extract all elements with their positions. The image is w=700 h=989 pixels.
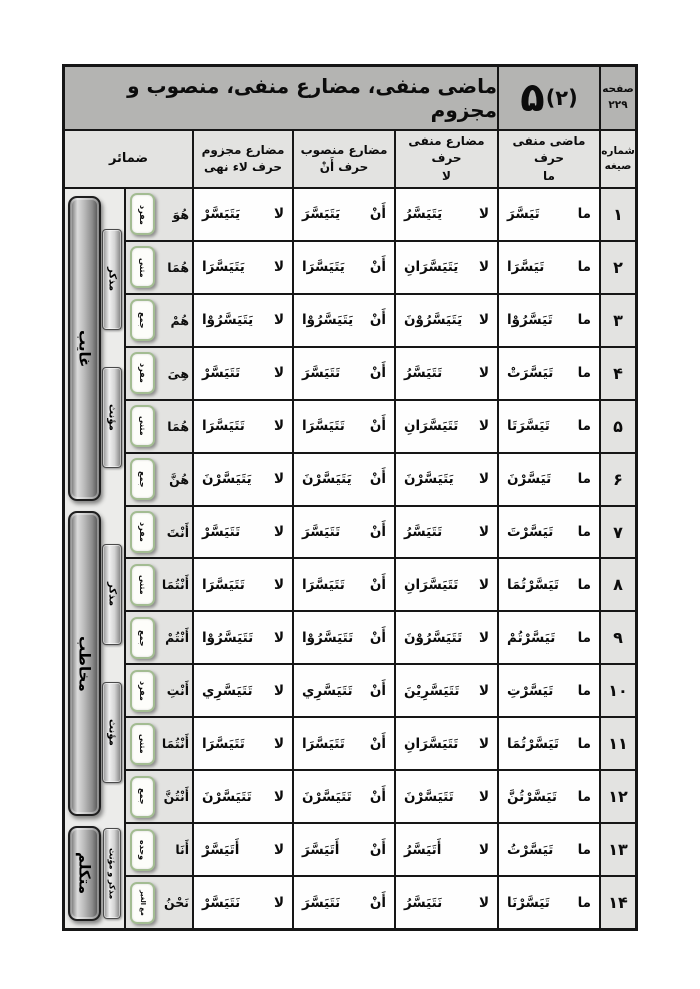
- present-negative-cell: [396, 348, 497, 399]
- particle-text: لا: [273, 576, 284, 593]
- particle-text: لا: [273, 418, 284, 435]
- past-negative-cell: [499, 877, 599, 928]
- pronoun-cell: [126, 877, 192, 928]
- number-type-badge: [130, 617, 155, 659]
- row-number-cell: ۵: [601, 401, 635, 452]
- verb-text: تَيَسَّرْتُمَا: [507, 576, 559, 593]
- jussive-cell: [194, 612, 292, 663]
- verb-text: أَتَيَسَّرَ: [302, 841, 340, 858]
- particle-text: ما: [577, 259, 591, 276]
- particle-text: لا: [273, 735, 284, 752]
- particle-text: لا: [273, 259, 284, 276]
- pronoun-cell: [126, 612, 192, 663]
- person-pill-label: متکلم: [75, 852, 94, 895]
- number-type-badge: [130, 352, 155, 394]
- verb-text: تَتَيَسَّرَا: [302, 418, 345, 435]
- conjugation-table: [62, 64, 638, 931]
- jussive-cell: [194, 718, 292, 769]
- header-past-line1: ماضی منفی حرف: [512, 133, 586, 166]
- verb-text: يَتَيَسَّرْنَ: [302, 471, 352, 488]
- jussive-cell: [194, 295, 292, 346]
- particle-text: أَنْ: [369, 312, 386, 329]
- verb-text: تَيَسَّرْتِ: [507, 682, 554, 699]
- gender-pill-label: مذکر: [106, 267, 118, 292]
- particle-text: لا: [273, 841, 284, 858]
- row-number-cell: ۱: [601, 189, 635, 240]
- gender-pill-label: مذکر: [106, 582, 118, 607]
- verb-text: تَتَيَسَّرَ: [302, 365, 341, 382]
- verb-text: تَيَسَّرَ: [507, 206, 540, 223]
- verb-text: تَتَيَسَّرَ: [302, 524, 341, 541]
- particle-text: ما: [577, 206, 591, 223]
- verb-text: تَتَيَسَّرِي: [202, 682, 253, 699]
- verb-text: تَيَسَّرْتُمَا: [507, 735, 559, 752]
- gender-pills: [101, 506, 123, 821]
- row-number-cell: ۱۴: [601, 877, 635, 928]
- verb-text: تَتَيَسَّرْ: [202, 365, 241, 382]
- subjunctive-cell: [294, 295, 394, 346]
- particle-text: ما: [577, 788, 591, 805]
- group-first-person: [66, 821, 123, 926]
- present-negative-cell: [396, 401, 497, 452]
- verb-text: نَتَيَسَّرَ: [302, 894, 341, 911]
- particle-text: لا: [478, 629, 489, 646]
- past-negative-cell: [499, 189, 599, 240]
- group-third-person: [66, 191, 123, 506]
- gender-pill-masc-and-fem: [103, 828, 121, 918]
- person-pill-mokhatab: [68, 511, 101, 816]
- number-type-badge: [130, 511, 155, 553]
- header-jussive-line2: حرف لاء نهی: [203, 160, 283, 174]
- particle-text: لا: [478, 576, 489, 593]
- particle-text: أَنْ: [369, 735, 386, 752]
- particle-text: لا: [478, 524, 489, 541]
- verb-text: تَتَيَسَّرْ: [202, 524, 241, 541]
- verb-text: تَتَيَسَّرَانِ: [404, 735, 459, 752]
- subjunctive-cell: [294, 824, 394, 875]
- particle-text: لا: [478, 682, 489, 699]
- particle-text: لا: [478, 788, 489, 805]
- verb-text: يَتَيَسَّرُوْا: [202, 312, 254, 329]
- particle-text: لا: [273, 206, 284, 223]
- lesson-part-number: (۲): [545, 86, 578, 110]
- particle-text: ما: [577, 682, 591, 699]
- present-negative-cell: [396, 454, 497, 505]
- jussive-cell: [194, 242, 292, 293]
- particle-text: أَنْ: [369, 788, 386, 805]
- gender-pill-masculine: [102, 544, 122, 645]
- verb-text: تَيَسَّرْنَا: [507, 894, 550, 911]
- particle-text: أَنْ: [369, 365, 386, 382]
- pronoun-cell: [126, 295, 192, 346]
- verb-text: تَتَيَسَّرْنَ: [202, 788, 252, 805]
- past-negative-cell: [499, 612, 599, 663]
- past-negative-cell: [499, 824, 599, 875]
- past-negative-cell: [499, 771, 599, 822]
- particle-text: ما: [577, 365, 591, 382]
- subjunctive-cell: [294, 771, 394, 822]
- badge-label: وحده: [138, 839, 147, 860]
- pronoun-cell: [126, 242, 192, 293]
- header-present-line1: مضارع منفی حرف: [408, 133, 485, 166]
- verb-text: يَتَيَسَّرْنَ: [202, 471, 252, 488]
- pronoun-text: هُمَا: [167, 259, 189, 275]
- particle-text: أَنْ: [369, 682, 386, 699]
- jussive-cell: [194, 454, 292, 505]
- verb-text: يَتَيَسَّرَا: [202, 259, 245, 276]
- jussive-cell: [194, 771, 292, 822]
- number-type-badge: [130, 670, 155, 712]
- particle-text: لا: [478, 365, 489, 382]
- header-present-negative: [396, 131, 497, 187]
- particle-text: ما: [577, 312, 591, 329]
- past-negative-cell: [499, 348, 599, 399]
- present-negative-cell: [396, 612, 497, 663]
- verb-text: تَيَسَّرَتَا: [507, 418, 550, 435]
- pronoun-text: أَنَا: [175, 842, 189, 858]
- row-number-cell: ۴: [601, 348, 635, 399]
- present-negative-cell: [396, 771, 497, 822]
- header-row-number-line1: شماره: [601, 144, 635, 157]
- gender-pills: [101, 191, 123, 506]
- particle-text: لا: [273, 894, 284, 911]
- past-negative-cell: [499, 295, 599, 346]
- header-past-negative: [499, 131, 599, 187]
- present-negative-cell: [396, 877, 497, 928]
- subjunctive-cell: [294, 242, 394, 293]
- particle-text: أَنْ: [369, 629, 386, 646]
- subjunctive-cell: [294, 401, 394, 452]
- row-number-cell: ۸: [601, 559, 635, 610]
- particle-text: ما: [577, 735, 591, 752]
- pronoun-cell: [126, 559, 192, 610]
- header-subjunctive-line2: حرف أَنْ: [319, 160, 369, 174]
- pronoun-text: هِیَ: [167, 365, 189, 381]
- verb-text: تَتَيَسَّرُ: [404, 365, 443, 382]
- verb-text: تَتَيَسَّرُ: [404, 524, 443, 541]
- row-number-cell: ۶: [601, 454, 635, 505]
- badge-label: مثنی: [138, 257, 147, 278]
- particle-text: لا: [273, 312, 284, 329]
- pronoun-cell: [126, 401, 192, 452]
- header-subjunctive: [294, 131, 394, 187]
- past-negative-cell: [499, 665, 599, 716]
- verb-text: أَتَيَسَّرُ: [404, 841, 442, 858]
- pronoun-cell: [126, 348, 192, 399]
- badge-label: مفرد: [138, 522, 147, 542]
- particle-text: لا: [478, 418, 489, 435]
- particle-text: أَنْ: [369, 894, 386, 911]
- present-negative-cell: [396, 559, 497, 610]
- person-pill-ghaeb: [68, 196, 101, 501]
- header-row-number-line2: صیغه: [604, 160, 632, 172]
- header-jussive-line1: مضارع مجزوم: [201, 142, 285, 157]
- particle-text: ما: [577, 576, 591, 593]
- past-negative-cell: [499, 242, 599, 293]
- verb-text: تَتَيَسَّرْنَ: [302, 788, 352, 805]
- particle-text: ما: [577, 629, 591, 646]
- group-second-person: [66, 506, 123, 821]
- number-type-badge: [130, 723, 155, 765]
- pronoun-text: أَنْتُمَا: [161, 736, 189, 752]
- particle-text: لا: [478, 471, 489, 488]
- jussive-cell: [194, 824, 292, 875]
- particle-text: أَنْ: [369, 576, 386, 593]
- row-number-cell: ۱۲: [601, 771, 635, 822]
- row-number-cell: ۲: [601, 242, 635, 293]
- pronoun-text: أَنْتُمَا: [161, 577, 189, 593]
- header-jussive: [194, 131, 292, 187]
- gender-pill-masculine: [102, 229, 122, 330]
- gender-pill-label: مؤنث: [106, 719, 118, 747]
- row-number-cell: ۳: [601, 295, 635, 346]
- page-number: ۲۲۹: [608, 99, 628, 111]
- particle-text: لا: [273, 365, 284, 382]
- badge-label: مفرد: [138, 204, 147, 225]
- particle-text: أَنْ: [369, 206, 386, 223]
- particle-text: ما: [577, 471, 591, 488]
- past-negative-cell: [499, 454, 599, 505]
- verb-text: يَتَيَسَّرَا: [302, 259, 345, 276]
- lesson-number-cell: [499, 67, 599, 129]
- particle-text: أَنْ: [369, 418, 386, 435]
- present-negative-cell: [396, 824, 497, 875]
- person-gender-sidebar: [65, 189, 124, 928]
- number-type-badge: [130, 405, 155, 447]
- pronoun-cell: [126, 507, 192, 558]
- gender-pill-feminine: [102, 367, 122, 468]
- pronoun-cell: [126, 189, 192, 240]
- particle-text: ما: [577, 418, 591, 435]
- subjunctive-cell: [294, 718, 394, 769]
- person-pill-label: غایب: [75, 329, 94, 368]
- pronoun-text: أَنْتَ: [166, 524, 189, 540]
- verb-text: نَتَيَسَّرُ: [404, 894, 443, 911]
- jussive-cell: [194, 559, 292, 610]
- particle-text: ما: [577, 841, 591, 858]
- header-row-number: [601, 131, 635, 187]
- verb-text: تَتَيَسَّرُوْا: [202, 629, 254, 646]
- past-negative-cell: [499, 559, 599, 610]
- verb-text: تَتَيَسَّرَا: [202, 576, 245, 593]
- gender-pill-feminine: [102, 682, 122, 783]
- present-negative-cell: [396, 189, 497, 240]
- past-negative-cell: [499, 507, 599, 558]
- verb-text: يَتَيَسَّرُ: [404, 206, 443, 223]
- pronoun-text: أَنْتِ: [166, 683, 189, 699]
- number-type-badge: [130, 299, 155, 341]
- particle-text: ما: [577, 894, 591, 911]
- badge-label: مثنی: [138, 575, 147, 595]
- page-label: صفحه: [602, 83, 634, 96]
- header-present-line2: لا: [442, 168, 451, 183]
- badge-label: مثنی: [138, 733, 147, 754]
- particle-text: ما: [577, 524, 591, 541]
- particle-text: لا: [273, 524, 284, 541]
- badge-label: مفرد: [138, 363, 147, 384]
- pronoun-text: نَحْنُ: [164, 895, 189, 911]
- verb-text: تَيَسَّرْنَ: [507, 471, 552, 488]
- pronoun-text: هُمْ: [170, 312, 189, 328]
- verb-text: تَتَيَسَّرَانِ: [404, 576, 459, 593]
- past-negative-cell: [499, 401, 599, 452]
- badge-label: جمع: [138, 470, 147, 488]
- verb-text: تَتَيَسَّرَا: [202, 418, 245, 435]
- verb-text: تَيَسَّرُوْا: [507, 312, 553, 329]
- subjunctive-cell: [294, 665, 394, 716]
- row-number-cell: ۱۳: [601, 824, 635, 875]
- pronoun-cell: [126, 824, 192, 875]
- verb-text: يَتَيَسَّرَانِ: [404, 259, 459, 276]
- present-negative-cell: [396, 242, 497, 293]
- number-type-badge: [130, 246, 155, 288]
- number-type-badge: [130, 829, 155, 871]
- present-negative-cell: [396, 507, 497, 558]
- row-number-cell: ۱۱: [601, 718, 635, 769]
- gender-pills: [101, 821, 123, 926]
- present-negative-cell: [396, 718, 497, 769]
- table-title: ماضی منفی، مضارع منفی، منصوب و مجزوم: [65, 67, 497, 129]
- verb-text: تَتَيَسَّرْنَ: [404, 788, 454, 805]
- verb-text: تَتَيَسَّرَا: [302, 576, 345, 593]
- verb-text: تَيَسَّرْتُ: [507, 841, 554, 858]
- particle-text: لا: [478, 206, 489, 223]
- verb-text: يَتَيَسَّرُوْنَ: [404, 312, 463, 329]
- row-number-cell: ۱۰: [601, 665, 635, 716]
- number-type-badge: [130, 193, 155, 235]
- verb-text: تَيَسَّرْتَ: [507, 524, 554, 541]
- verb-text: تَتَيَسَّرِيْنَ: [404, 682, 460, 699]
- pronoun-text: هُوَ: [172, 206, 189, 222]
- particle-text: أَنْ: [369, 841, 386, 858]
- header-pronouns: ضمائر: [65, 131, 192, 187]
- badge-label: جمع: [138, 312, 147, 329]
- jussive-cell: [194, 189, 292, 240]
- header-subjunctive-line1: مضارع منصوب: [300, 142, 388, 157]
- verb-text: تَتَيَسَّرَا: [302, 735, 345, 752]
- pronoun-cell: [126, 454, 192, 505]
- number-type-badge: [130, 564, 155, 606]
- verb-text: تَيَسَّرْتُنَّ: [507, 788, 557, 805]
- particle-text: لا: [478, 894, 489, 911]
- lesson-number: ۵: [520, 75, 545, 121]
- particle-text: أَنْ: [369, 471, 386, 488]
- badge-label: مفرد: [138, 680, 147, 701]
- past-negative-cell: [499, 718, 599, 769]
- subjunctive-cell: [294, 559, 394, 610]
- jussive-cell: [194, 348, 292, 399]
- badge-label: مع الغیر: [139, 889, 148, 916]
- badge-label: مثنی: [138, 416, 147, 436]
- verb-text: يَتَيَسَّرَ: [302, 206, 341, 223]
- page-number-cell: [601, 67, 635, 129]
- subjunctive-cell: [294, 612, 394, 663]
- verb-text: تَتَيَسَّرِي: [302, 682, 353, 699]
- verb-text: أَتَيَسَّرْ: [202, 841, 240, 858]
- row-number-cell: ۹: [601, 612, 635, 663]
- particle-text: لا: [273, 788, 284, 805]
- jussive-cell: [194, 665, 292, 716]
- pronoun-cell: [126, 665, 192, 716]
- pronoun-cell: [126, 718, 192, 769]
- pronoun-cell: [126, 771, 192, 822]
- particle-text: أَنْ: [369, 259, 386, 276]
- subjunctive-cell: [294, 877, 394, 928]
- pronoun-text: أَنْتُنَّ: [163, 789, 189, 805]
- subjunctive-cell: [294, 454, 394, 505]
- verb-text: تَتَيَسَّرُوْا: [302, 629, 354, 646]
- pronoun-text: هُنَّ: [169, 471, 189, 487]
- row-number-cell: ۷: [601, 507, 635, 558]
- person-pill-motakallem: [68, 826, 101, 921]
- verb-text: يَتَيَسَّرْ: [202, 206, 241, 223]
- subjunctive-cell: [294, 507, 394, 558]
- badge-label: جمع: [138, 629, 147, 647]
- particle-text: لا: [478, 259, 489, 276]
- verb-text: تَيَسَّرَا: [507, 259, 545, 276]
- person-pill-label: مخاطب: [75, 635, 94, 692]
- particle-text: لا: [478, 735, 489, 752]
- particle-text: لا: [478, 312, 489, 329]
- jussive-cell: [194, 507, 292, 558]
- verb-text: تَيَسَّرَتْ: [507, 365, 554, 382]
- particle-text: لا: [273, 471, 284, 488]
- number-type-badge: [130, 776, 155, 818]
- number-type-badge: [130, 458, 155, 500]
- particle-text: لا: [273, 629, 284, 646]
- pronoun-text: هُمَا: [167, 418, 189, 434]
- number-type-badge: [130, 882, 155, 924]
- gender-pill-label: مؤنث: [106, 404, 118, 432]
- verb-text: يَتَيَسَّرْنَ: [404, 471, 454, 488]
- gender-pill-label: مذکر و مؤنث: [107, 847, 117, 900]
- subjunctive-cell: [294, 348, 394, 399]
- verb-text: تَتَيَسَّرَا: [202, 735, 245, 752]
- verb-text: نَتَيَسَّرْ: [202, 894, 241, 911]
- present-negative-cell: [396, 665, 497, 716]
- particle-text: لا: [478, 841, 489, 858]
- badge-label: جمع: [138, 788, 147, 805]
- subjunctive-cell: [294, 189, 394, 240]
- header-past-line2: ما: [543, 168, 555, 183]
- verb-text: تَيَسَّرْتُمْ: [507, 629, 556, 646]
- pronoun-text: أَنْتُمْ: [165, 630, 189, 646]
- jussive-cell: [194, 877, 292, 928]
- particle-text: أَنْ: [369, 524, 386, 541]
- verb-text: تَتَيَسَّرُوْنَ: [404, 629, 463, 646]
- particle-text: لا: [273, 682, 284, 699]
- jussive-cell: [194, 401, 292, 452]
- present-negative-cell: [396, 295, 497, 346]
- verb-text: تَتَيَسَّرَانِ: [404, 418, 459, 435]
- verb-text: يَتَيَسَّرُوْا: [302, 312, 354, 329]
